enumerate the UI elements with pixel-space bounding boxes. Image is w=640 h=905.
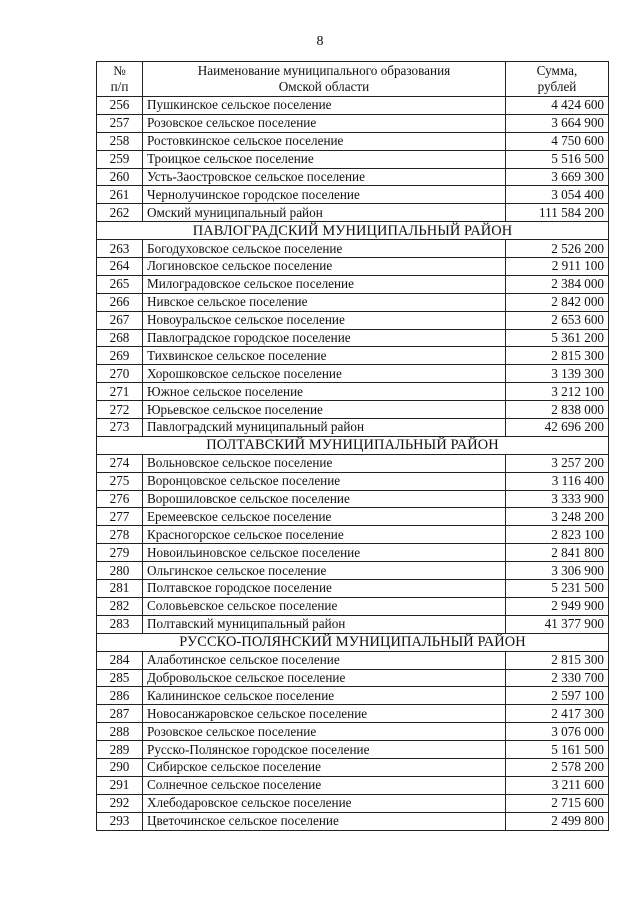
row-number: 286: [97, 687, 143, 705]
row-number: 291: [97, 776, 143, 794]
row-number: 282: [97, 597, 143, 615]
row-sum: 2 842 000: [506, 293, 609, 311]
row-number: 267: [97, 311, 143, 329]
row-sum: 3 076 000: [506, 723, 609, 741]
row-name: Новосанжаровское сельское поселение: [143, 705, 506, 723]
row-sum: 3 211 600: [506, 776, 609, 794]
table-row: [97, 347, 609, 365]
table-row: [97, 293, 609, 311]
row-number: 283: [97, 615, 143, 633]
row-number: 279: [97, 544, 143, 562]
row-name: Вольновское сельское поселение: [143, 454, 506, 472]
row-number: 272: [97, 401, 143, 419]
table-row: [97, 758, 609, 776]
row-name: Полтавское городское поселение: [143, 580, 506, 598]
row-name: Милоградовское сельское поселение: [143, 275, 506, 293]
row-name: Новоильиновское сельское поселение: [143, 544, 506, 562]
row-name: Ростовкинское сельское поселение: [143, 132, 506, 150]
row-sum: 3 212 100: [506, 383, 609, 401]
row-number: 287: [97, 705, 143, 723]
row-name: Добровольское сельское поселение: [143, 669, 506, 687]
row-sum: 2 715 600: [506, 794, 609, 812]
row-number: 259: [97, 150, 143, 168]
table-row: [97, 705, 609, 723]
row-sum: 5 161 500: [506, 741, 609, 759]
section-row: [97, 633, 609, 651]
row-name: Богодуховское сельское поселение: [143, 240, 506, 258]
table-row: [97, 240, 609, 258]
row-name: Красногорское сельское поселение: [143, 526, 506, 544]
table-row: [97, 186, 609, 204]
table-row: [97, 651, 609, 669]
section-row: [97, 222, 609, 240]
row-number: 256: [97, 97, 143, 115]
row-sum: 3 116 400: [506, 472, 609, 490]
row-number: 268: [97, 329, 143, 347]
row-sum: 2 526 200: [506, 240, 609, 258]
row-sum: 111 584 200: [506, 204, 609, 222]
row-number: 271: [97, 383, 143, 401]
row-sum: 3 248 200: [506, 508, 609, 526]
row-number: 258: [97, 132, 143, 150]
row-number: 284: [97, 651, 143, 669]
row-name: Цветочинское сельское поселение: [143, 812, 506, 830]
row-name: Усть-Заостровское сельское поселение: [143, 168, 506, 186]
row-sum: 41 377 900: [506, 615, 609, 633]
row-number: 278: [97, 526, 143, 544]
row-name: Южное сельское поселение: [143, 383, 506, 401]
row-sum: 3 306 900: [506, 562, 609, 580]
row-sum: 2 330 700: [506, 669, 609, 687]
table-row: [97, 132, 609, 150]
header-number-line1: №: [113, 63, 126, 78]
row-sum: 2 841 800: [506, 544, 609, 562]
table-row: [97, 454, 609, 472]
table-row: [97, 97, 609, 115]
row-name: Павлоградское городское поселение: [143, 329, 506, 347]
row-sum: 5 231 500: [506, 580, 609, 598]
row-sum: 3 257 200: [506, 454, 609, 472]
row-number: 289: [97, 741, 143, 759]
row-name: Русско-Полянское городское поселение: [143, 741, 506, 759]
row-sum: 2 823 100: [506, 526, 609, 544]
row-name: Калининское сельское поселение: [143, 687, 506, 705]
row-number: 269: [97, 347, 143, 365]
row-number: 292: [97, 794, 143, 812]
page-number: 8: [316, 34, 324, 49]
row-sum: 2 815 300: [506, 651, 609, 669]
row-sum: 3 664 900: [506, 114, 609, 132]
row-name: Юрьевское сельское поселение: [143, 401, 506, 419]
table-header-row: [97, 62, 609, 97]
header-name: [143, 62, 506, 97]
row-number: 285: [97, 669, 143, 687]
table-row: [97, 114, 609, 132]
table-row: [97, 723, 609, 741]
table-row: [97, 687, 609, 705]
section-title: РУССКО-ПОЛЯНСКИЙ МУНИЦИПАЛЬНЫЙ РАЙОН: [97, 633, 609, 651]
header-sum-line1: Сумма,: [536, 63, 578, 78]
table-row: [97, 508, 609, 526]
table-row: [97, 419, 609, 437]
row-sum: 2 838 000: [506, 401, 609, 419]
row-sum: 42 696 200: [506, 419, 609, 437]
header-name-line2: Омской области: [278, 79, 370, 94]
table-row: [97, 204, 609, 222]
section-row: [97, 436, 609, 454]
row-name: Омский муниципальный район: [143, 204, 506, 222]
table-row: [97, 669, 609, 687]
table-row: [97, 741, 609, 759]
row-name: Солнечное сельское поселение: [143, 776, 506, 794]
row-name: Тихвинское сельское поселение: [143, 347, 506, 365]
budget-table: [96, 61, 609, 831]
table-row: [97, 365, 609, 383]
header-name-line1: Наименование муниципального образования: [197, 63, 451, 78]
row-name: Розовское сельское поселение: [143, 723, 506, 741]
row-number: 275: [97, 472, 143, 490]
row-number: 270: [97, 365, 143, 383]
table-row: [97, 776, 609, 794]
row-number: 264: [97, 258, 143, 276]
table-row: [97, 812, 609, 830]
table-row: [97, 275, 609, 293]
section-title: ПОЛТАВСКИЙ МУНИЦИПАЛЬНЫЙ РАЙОН: [97, 436, 609, 454]
row-sum: 4 424 600: [506, 97, 609, 115]
table-row: [97, 580, 609, 598]
row-name: Новоуральское сельское поселение: [143, 311, 506, 329]
row-sum: 2 911 100: [506, 258, 609, 276]
row-sum: 4 750 600: [506, 132, 609, 150]
row-name: Сибирское сельское поселение: [143, 758, 506, 776]
row-number: 261: [97, 186, 143, 204]
row-number: 257: [97, 114, 143, 132]
row-name: Алаботинское сельское поселение: [143, 651, 506, 669]
row-number: 288: [97, 723, 143, 741]
header-number: [97, 62, 143, 97]
header-sum: [506, 62, 609, 97]
row-name: Хлебодаровское сельское поселение: [143, 794, 506, 812]
row-sum: 3 333 900: [506, 490, 609, 508]
table-row: [97, 329, 609, 347]
row-number: 281: [97, 580, 143, 598]
table-row: [97, 490, 609, 508]
table-row: [97, 401, 609, 419]
table-row: [97, 472, 609, 490]
row-name: Павлоградский муниципальный район: [143, 419, 506, 437]
row-sum: 2 653 600: [506, 311, 609, 329]
row-name: Розовское сельское поселение: [143, 114, 506, 132]
row-name: Нивское сельское поселение: [143, 293, 506, 311]
row-sum: 2 578 200: [506, 758, 609, 776]
table-row: [97, 168, 609, 186]
row-number: 263: [97, 240, 143, 258]
row-sum: 5 361 200: [506, 329, 609, 347]
table-row: [97, 150, 609, 168]
row-number: 277: [97, 508, 143, 526]
row-sum: 3 669 300: [506, 168, 609, 186]
row-number: 266: [97, 293, 143, 311]
row-sum: 2 949 900: [506, 597, 609, 615]
row-number: 280: [97, 562, 143, 580]
row-sum: 5 516 500: [506, 150, 609, 168]
row-sum: 3 139 300: [506, 365, 609, 383]
row-name: Ворошиловское сельское поселение: [143, 490, 506, 508]
row-number: 290: [97, 758, 143, 776]
row-name: Чернолучинское городское поселение: [143, 186, 506, 204]
row-name: Соловьевское сельское поселение: [143, 597, 506, 615]
row-sum: 2 815 300: [506, 347, 609, 365]
row-name: Логиновское сельское поселение: [143, 258, 506, 276]
row-number: 276: [97, 490, 143, 508]
row-number: 260: [97, 168, 143, 186]
table-row: [97, 562, 609, 580]
row-name: Полтавский муниципальный район: [143, 615, 506, 633]
table-row: [97, 544, 609, 562]
row-name: Воронцовское сельское поселение: [143, 472, 506, 490]
table-row: [97, 311, 609, 329]
table-row: [97, 794, 609, 812]
table-row: [97, 526, 609, 544]
row-name: Еремеевское сельское поселение: [143, 508, 506, 526]
section-title: ПАВЛОГРАДСКИЙ МУНИЦИПАЛЬНЫЙ РАЙОН: [97, 222, 609, 240]
row-sum: 2 384 000: [506, 275, 609, 293]
row-name: Хорошковское сельское поселение: [143, 365, 506, 383]
row-name: Ольгинское сельское поселение: [143, 562, 506, 580]
row-number: 273: [97, 419, 143, 437]
row-number: 265: [97, 275, 143, 293]
row-sum: 2 417 300: [506, 705, 609, 723]
table-body: [97, 97, 609, 831]
row-number: 262: [97, 204, 143, 222]
table-row: [97, 597, 609, 615]
row-name: Пушкинское сельское поселение: [143, 97, 506, 115]
header-sum-line2: рублей: [537, 79, 577, 94]
header-number-line2: п/п: [110, 79, 129, 94]
row-sum: 2 597 100: [506, 687, 609, 705]
table-row: [97, 383, 609, 401]
row-name: Троицкое сельское поселение: [143, 150, 506, 168]
row-number: 293: [97, 812, 143, 830]
row-sum: 2 499 800: [506, 812, 609, 830]
table-row: [97, 258, 609, 276]
row-sum: 3 054 400: [506, 186, 609, 204]
row-number: 274: [97, 454, 143, 472]
table-row: [97, 615, 609, 633]
